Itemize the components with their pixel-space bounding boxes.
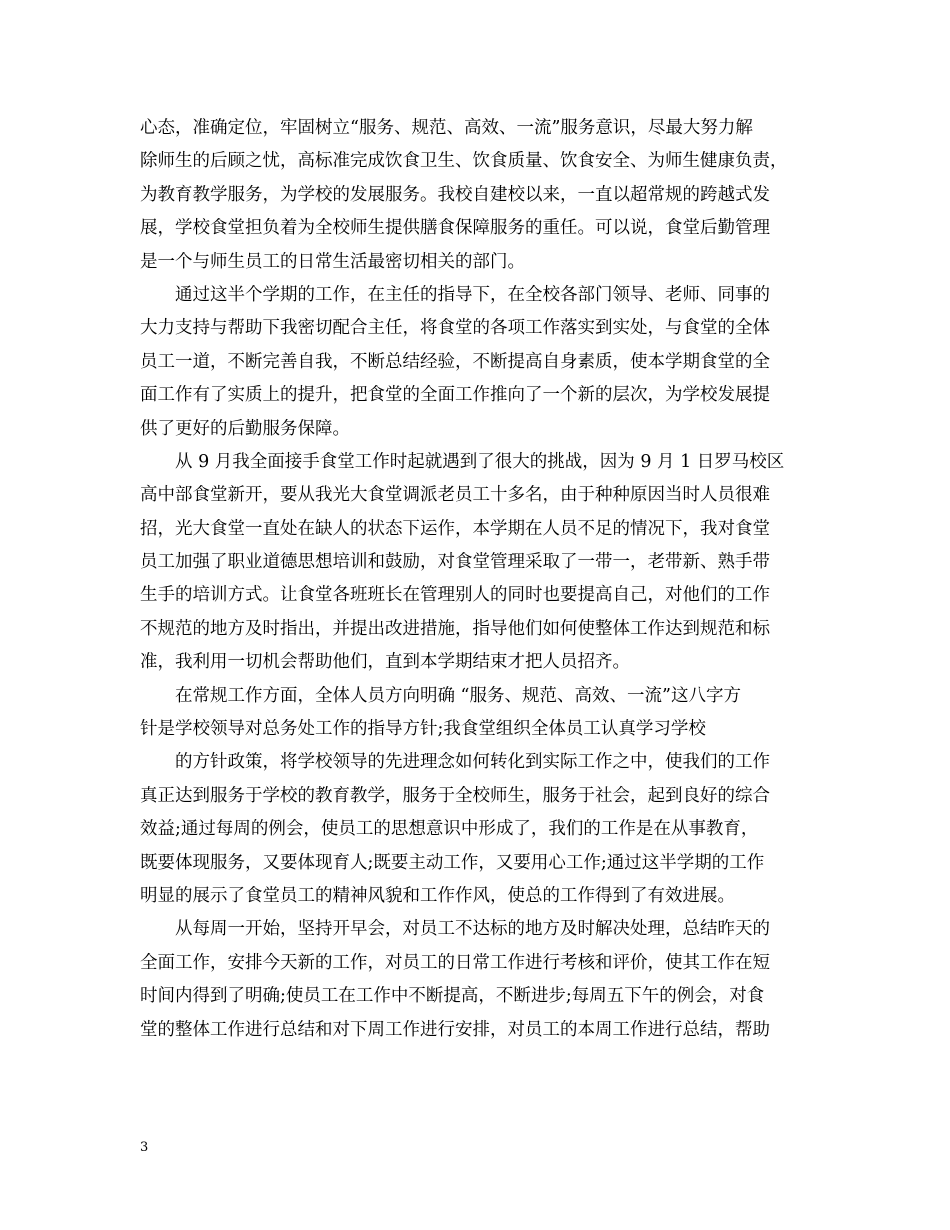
text-line: 明显的展示了食堂员工的精神风貌和工作作风，使总的工作得到了有效进展。 bbox=[140, 885, 735, 906]
paragraph-5 bbox=[140, 746, 812, 913]
text-line: 既要体现服务，又要体现育人;既要主动工作，又要用心工作;通过这半学期的工作 bbox=[140, 852, 765, 873]
text-line: 真正达到服务于学校的教育教学，服务于全校师生，服务于社会，起到良好的综合 bbox=[140, 785, 770, 806]
text-line: 从 9 月我全面接手食堂工作时起就遇到了很大的挑战，因为 9 月 1 日罗马校区 bbox=[175, 451, 785, 472]
page-number: 3 bbox=[140, 1140, 149, 1155]
text-line: 除师生的后顾之忧，高标准完成饮食卫生、饮食质量、饮食安全、为师生健康负责， bbox=[140, 151, 788, 172]
text-line: 的方针政策，将学校领导的先进理念如何转化到实际工作之中，使我们的工作 bbox=[175, 752, 770, 773]
text-line: 面工作有了实质上的提升，把食堂的全面工作推向了一个新的层次，为学校发展提 bbox=[140, 385, 770, 406]
text-line: 心态，准确定位，牢固树立“服务、规范、高效、一流”服务意识，尽最大努力解 bbox=[140, 118, 753, 138]
text-line: 不规范的地方及时指出，并提出改进措施，指导他们如何使整体工作达到规范和标 bbox=[140, 618, 770, 639]
text-line: 大力支持与帮助下我密切配合主任，将食堂的各项工作落实到实处，与食堂的全体 bbox=[140, 318, 770, 339]
text-line: 员工一道，不断完善自我，不断总结经验，不断提高自身素质，使本学期食堂的全 bbox=[140, 351, 770, 372]
text-line: 生手的培训方式。让食堂各班班长在管理别人的同时也要提高自己，对他们的工作 bbox=[140, 585, 770, 606]
text-line: 员工加强了职业道德思想培训和鼓励，对食堂管理采取了一带一，老带新、熟手带 bbox=[140, 552, 770, 573]
text-line: 从每周一开始，坚持开早会，对员工不达标的地方及时解决处理，总结昨天的 bbox=[175, 919, 770, 940]
text-line: 展，学校食堂担负着为全校师生提供膳食保障服务的重任。可以说，食堂后勤管理 bbox=[140, 218, 770, 239]
text-line: 在常规工作方面，全体人员方向明确 “服务、规范、高效、一流”这八字方 bbox=[175, 685, 741, 706]
text-line: 时间内得到了明确;使员工在工作中不断提高，不断进步;每周五下午的例会，对食 bbox=[140, 986, 765, 1007]
text-line: 通过这半个学期的工作，在主任的指导下，在全校各部门领导、老师、同事的 bbox=[175, 284, 770, 305]
paragraph-3 bbox=[140, 446, 812, 680]
paragraph-2 bbox=[140, 279, 812, 446]
text-line: 全面工作，安排今天新的工作，对员工的日常工作进行考核和评价，使其工作在短 bbox=[140, 952, 770, 973]
text-line: 效益;通过每周的例会，使员工的思想意识中形成了，我们的工作是在从事教育， bbox=[140, 819, 759, 840]
text-line: 招，光大食堂一直处在缺人的状态下运作，本学期在人员不足的情况下，我对食堂 bbox=[140, 518, 770, 539]
text-line: 供了更好的后勤服务保障。 bbox=[140, 418, 350, 439]
paragraph-1 bbox=[140, 112, 812, 279]
text-line: 高中部食堂新开，要从我光大食堂调派老员工十多名，由于种种原因当时人员很难 bbox=[140, 485, 770, 506]
text-line: 为教育教学服务，为学校的发展服务。我校自建校以来，一直以超常规的跨越式发 bbox=[140, 184, 770, 205]
text-line: 堂的整体工作进行总结和对下周工作进行安排，对员工的本周工作进行总结，帮助 bbox=[140, 1019, 770, 1040]
text-line: 准，我利用一切机会帮助他们，直到本学期结束才把人员招齐。 bbox=[140, 652, 630, 673]
document-body bbox=[140, 112, 812, 1047]
text-line: 是一个与师生员工的日常生活最密切相关的部门。 bbox=[140, 251, 525, 272]
paragraph-6 bbox=[140, 913, 812, 1047]
paragraph-4 bbox=[140, 680, 812, 747]
text-line: 针是学校领导对总务处工作的指导方针;我食堂组织全体员工认真学习学校 bbox=[140, 719, 706, 740]
